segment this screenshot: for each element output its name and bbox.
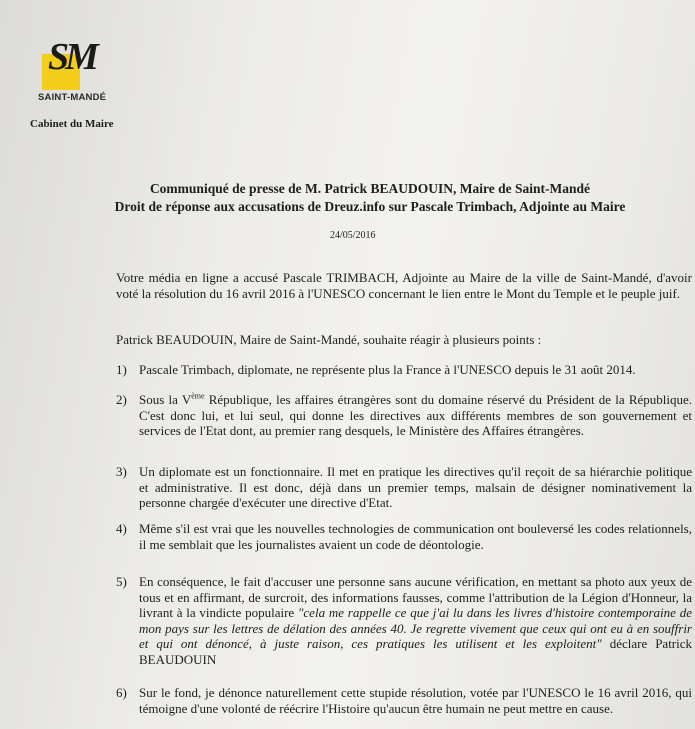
mayor-quote: "cela me rappelle ce que j'ai lu dans les livres d'histoire contemporaine de mon pays sur les lettres de délation des années 40. Je regrette vivement que ceux qui ont eu à en souffrir et qui ont dénoncé, à juste raison, ces pratiques les utilisent et les exploitent": [139, 605, 692, 652]
list-item-text: [139, 574, 692, 668]
list-item-text: Pascale Trimbach, diplomate, ne représente plus la France à l'UNESCO depuis le 31 août 2014.: [139, 362, 636, 377]
list-item: [116, 574, 692, 668]
list-item: [116, 521, 692, 552]
logo-city-name: SAINT-MANDÉ: [38, 92, 107, 103]
intro-paragraph: Votre média en ligne a accusé Pascale TRIMBACH, Adjointe au Maire de la ville de Saint-Mandé, d'avoir voté la résolution du 16 avril 2016 à l'UNESCO concernant le lien entre le Mont du Temple et le peuple juif.: [116, 270, 692, 301]
logo-monogram: SM: [48, 36, 95, 78]
list-item-text-rest: République, les affaires étrangères sont du domaine réservé du Président de la République. C'est donc lui, et lui seul, qui donne les directives aux différents membres de son gouvernement et services de l'Etat dont, au premier rang desquels, le Ministère des Affaires étrangères.: [139, 392, 693, 439]
press-release-title: Communiqué de presse de M. Patrick BEAUDOUIN, Maire de Saint-Mandé: [149, 181, 591, 196]
list-item-text: Sur le fond, je dénonce naturellement cette stupide résolution, votée par l'UNESCO le 16 avril 2016, qui témoigne d'une volonté de réécrire l'Histoire qu'aucun être humain ne peut mettre en cause.: [139, 685, 692, 716]
intro-statement: Patrick BEAUDOUIN, Maire de Saint-Mandé, souhaite réagir à plusieurs points :: [116, 332, 542, 347]
saint-mande-logo: [38, 36, 107, 108]
list-item-text-rest: déclare Patrick BEAUDOUIN: [139, 636, 693, 667]
list-item-text: Un diplomate est un fonctionnaire. Il met en pratique les directives qu'il reçoit de sa hiérarchie politique et administrative. Il est donc, déjà dans un premier temps, malsain de désigner nominativement la personne chargée d'exécuter une directive d'Etat.: [139, 464, 692, 511]
list-item-number: 4): [116, 521, 127, 536]
office-label: Cabinet du Maire: [30, 118, 114, 130]
press-release-subtitle: Droit de réponse aux accusations de Dreuz.info sur Pascale Trimbach, Adjointe au Maire: [114, 199, 626, 214]
list-item-number: 1): [116, 362, 127, 377]
list-item-number: 3): [116, 464, 127, 479]
list-item: [116, 362, 692, 378]
release-date: 24/05/2016: [330, 230, 376, 241]
superscript-ordinal: ème: [191, 391, 205, 401]
list-item-text: Même s'il est vrai que les nouvelles technologies de communication ont bouleversé les codes relationnels, il me semblait que les journalistes avaient un code de déontologie.: [139, 521, 692, 552]
list-item-text-start: En conséquence, le fait d'accuser une personne sans aucune vérification, en mettant sa photo aux yeux de tous et en affirmant, de surcroit, des informations fausses, comme l'attribution de la Légion d'Honneur, la livrant à la vindicte populaire: [139, 574, 692, 621]
list-item-number: 5): [116, 574, 127, 589]
list-item-number: 2): [116, 392, 127, 407]
list-item: [116, 464, 692, 511]
list-item-text: [139, 392, 692, 439]
list-item: [116, 392, 692, 439]
list-item: [116, 685, 692, 716]
list-item-text-start: Sous la V: [139, 392, 192, 407]
list-item-number: 6): [116, 685, 127, 700]
